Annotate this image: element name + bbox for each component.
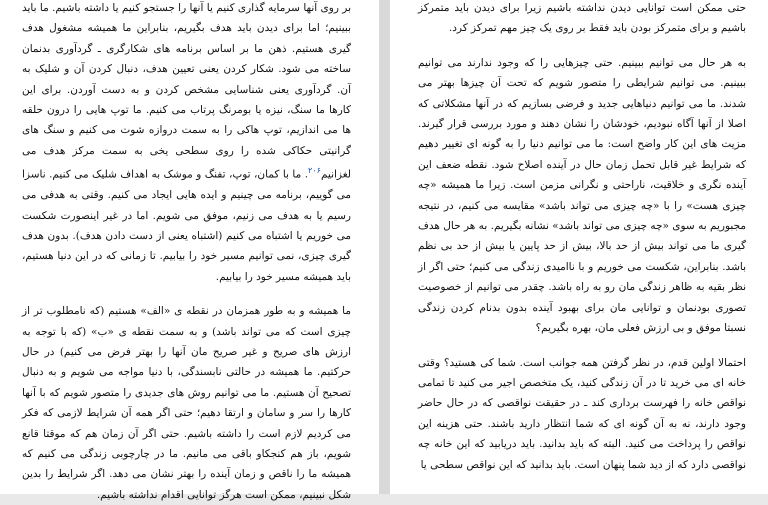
page-divider: [379, 0, 390, 494]
right-paragraph-3: احتمالا اولین قدم، در نظر گرفتن همه جوانب است. شما کی هستید؟ وقتی خانه ای می خرید تا در آن زندگی کنید، یک متخصص اجیر می کنید تا تمامی نواقص خانه را فهرست برداری کند ـ در حقیقت نواقصی که در حال حاضر وجود دارند، نه به آن گونه ای که شما انتظار دارید باشند. حتی هزینه این نواقص را پرداخت می کنید. البته که باید بدانید. باید دریابید که این خانه چه نواقصی دارد که از دید شما پنهان است. باید بدانید که این نواقص سطحی یا: [418, 356, 746, 471]
footnote-marker[interactable]: ۲۰۶: [308, 166, 321, 176]
left-page: [0, 0, 379, 501]
left-paragraph-1-text-after: . ما با کمان، توپ، تفنگ و موشک به اهداف شلیک می کنیم. ناسزا می گوییم، برنامه می چینیم و ایده هایی ایجاد می کنیم. وقتی به هدفی می رسیم یا به هدف می زنیم، موفق می شویم. اما در غیر اینصورت شکست می خوریم یا اشتباه می کنیم (اشتباه یعنی از دست دادن هدف). بدون هدف گیری چیزی، نمی توانیم مسیر خود را بیابیم. تا زمانی که در این دنیا هستیم، باید همیشه مسیر خود را بیابیم.: [22, 168, 351, 283]
left-paragraph-1-text: بر روی آنها سرمایه گذاری کنیم یا آنها را جستجو کنیم یا داشته باشیم. ما باید ببینیم؛ اما برای دیدن باید هدف بگیریم، بنابراین ما همیشه مشغول هدف گیری هستیم. ذهن ما بر اساس برنامه های شکارگری ـ گردآوری بدنمان ساخته می شود. شکار کردن یعنی تعیین هدف، دنبال کردن آن و شلیک به آن. گردآوری یعنی شناسایی مشخص کردن و به دست آوردن. برای این کارها ما سنگ، نیزه یا بومرنگ پرتاب می کنیم. ما توپ هایی را درون حلقه ها می اندازیم، توپ هاکی را به سمت دروازه شوت می کنیم و سنگ های گرانیتی حکاکی شده را روی سطحی یخی به سمت مرکز هدف می لغزانیم: [22, 2, 351, 181]
left-paragraph-2: ما همیشه و به طور همزمان در نقطه ی «الف» هستیم (که نامطلوب تر از چیزی است که می تواند باشد) و به سمت نقطه ی «ب» (که با توجه به ارزش های صریح و غیر صریح مان آنها را بهتر فرض می کنیم) در حال حرکتیم. ما همیشه در حالتی نابسندگی، با دنیا مواجه می شویم و به دنبال تصحیح آن هستیم. ما می توانیم روش های جدیدی را متصور شویم که با آنها کارها را سر و سامان و ارتقا دهیم؛ حتی اگر همه آن شرایط لازمی که فکر می کردیم لازم است را داشته باشیم. حتی اگر آن زمان هم که موقتا قانع شویم، باز هم کنجکاو باقی می مانیم. ما در چارچوبی زندگی می کنیم که همیشه ما را ناقص و زمان آینده را بهتر نشان می دهد. اگر شرایط را بدین شکل نبینیم، ممکن است هرگز توانایی اقدام نداشته باشیم.: [22, 305, 351, 501]
right-paragraph-1: حتی ممکن است توانایی دیدن نداشته باشیم زیرا برای دیدن باید متمرکز باشیم و برای متمرکز بودن باید فقط بر روی یک چیز مهم تمرکز کرد.: [418, 2, 746, 35]
right-paragraph-2: به هر حال می توانیم ببینیم. حتی چیزهایی را که وجود ندارند می توانیم ببینیم. می توانیم شرایطی را متصور شویم که تحت آن چیزها بهتر می شدند. ما می توانیم دنیاهایی جدید و فرضی بسازیم که در آنها مشکلاتی که اصلا از آنها آگاه نبودیم، خودشان را نشان دهند و مورد بررسی قرار گیرند. مزیت های این کار واضح است: ما می توانیم دنیا را به گونه ای تغییر دهیم که شرایط غیر قابل تحمل زمان حال در آینده اصلاح شود. نقطه ضعف این آینده نگری و خلاقیت، ناراحتی و نگرانی مزمن است. زیرا ما همیشه «چه چیزی هست» را با «چه چیزی می تواند باشد» مقایسه می کنیم، در نتیجه مجبوریم به سوی «چه چیزی می تواند باشد» نشانه بگیریم. به هر حال هدف گیری ما می تواند بیش از حد بالا، بیش از حد پایین یا بیش از حد بی نظم باشد. بنابراین، شکست می خوریم و با ناامیدی زندگی می کنیم؛ حتی اگر از نظر بقیه به ظاهر زندگی مان رو به راه باشد. چقدر می توانیم از خصوصیت تصوری بودنمان و توانایی مان برای بهبود آینده بدون بدنام کردن زندگی نسبتا موفق و بی ارزش فعلی مان، بهره بگیریم؟: [418, 56, 746, 335]
left-paragraph-1: [22, 0, 351, 287]
right-page: [390, 0, 768, 494]
